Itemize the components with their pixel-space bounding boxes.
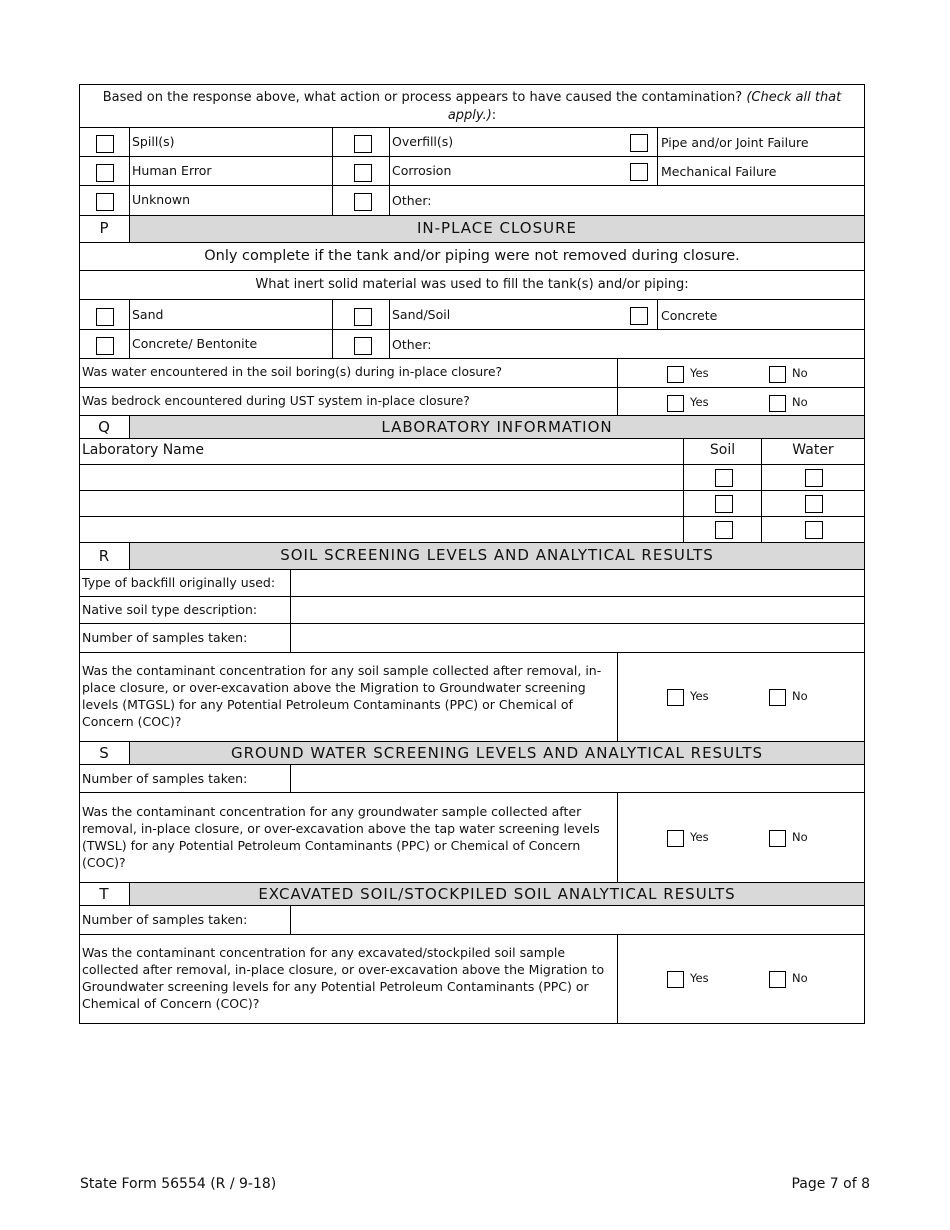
page-number: Page 7 of 8 (791, 1176, 870, 1192)
pipe-joint-failure-checkbox[interactable] (630, 134, 648, 152)
native-soil-label: Native soil type description: (82, 602, 258, 617)
unknown-checkbox[interactable] (96, 193, 114, 211)
unknown-label: Unknown (132, 192, 191, 207)
backfill-input[interactable] (291, 570, 864, 596)
other-cause-checkbox[interactable] (354, 193, 372, 211)
groundwater-contaminant-yes-checkbox[interactable] (667, 830, 684, 847)
native-soil-input[interactable] (291, 597, 864, 623)
groundwater-contaminant-no-label: No (792, 830, 808, 844)
water-no-checkbox[interactable] (769, 366, 786, 383)
stockpile-samples-label: Number of samples taken: (82, 912, 248, 927)
lab-1-water-checkbox[interactable] (805, 469, 823, 487)
section-p-title: IN-PLACE CLOSURE (416, 219, 578, 237)
stockpile-samples-input[interactable] (291, 906, 864, 934)
section-r-letter: R (98, 547, 110, 565)
contamination-question-note: (Check all that apply.) (447, 90, 842, 123)
spill-checkbox[interactable] (96, 135, 114, 153)
section-r-title: SOIL SCREENING LEVELS AND ANALYTICAL RESULTS (280, 546, 714, 564)
lab-water-header: Water (792, 442, 834, 458)
overfill-checkbox[interactable] (354, 135, 372, 153)
water-yes-checkbox[interactable] (667, 366, 684, 383)
bedrock-yes-checkbox[interactable] (667, 395, 684, 412)
stockpile-contaminant-no-checkbox[interactable] (769, 971, 786, 988)
lab-name-input-1[interactable] (80, 465, 682, 490)
contamination-question (86, 89, 858, 125)
other-fill-checkbox[interactable] (354, 337, 372, 355)
soil-samples-label: Number of samples taken: (82, 630, 248, 645)
section-p-letter: P (99, 219, 109, 237)
concrete-label: Concrete (661, 308, 718, 323)
stockpile-contaminant-no-label: No (792, 971, 808, 985)
groundwater-samples-input[interactable] (291, 765, 864, 792)
mechanical-failure-checkbox[interactable] (630, 163, 648, 181)
lab-3-water-checkbox[interactable] (805, 521, 823, 539)
stockpile-contaminant-yes-checkbox[interactable] (667, 971, 684, 988)
concrete-bentonite-label: Concrete/ Bentonite (132, 336, 258, 351)
section-s-title: GROUND WATER SCREENING LEVELS AND ANALYTICAL RESULTS (230, 744, 764, 762)
lab-1-soil-checkbox[interactable] (715, 469, 733, 487)
backfill-label: Type of backfill originally used: (82, 575, 276, 590)
corrosion-label: Corrosion (392, 163, 452, 178)
corrosion-checkbox[interactable] (354, 164, 372, 182)
lab-3-soil-checkbox[interactable] (715, 521, 733, 539)
other-cause-input[interactable] (436, 188, 860, 212)
lab-2-soil-checkbox[interactable] (715, 495, 733, 513)
soil-contaminant-yes-checkbox[interactable] (667, 689, 684, 706)
fill-material-question: What inert solid material was used to fill the tank(s) and/or piping: (255, 277, 689, 292)
other-cause-label: Other: (392, 193, 432, 208)
sand-label: Sand (132, 307, 164, 322)
stockpile-contaminant-yes-label: Yes (690, 971, 709, 985)
pipe-joint-failure-label: Pipe and/or Joint Failure (661, 135, 809, 150)
mechanical-failure-label: Mechanical Failure (661, 164, 777, 179)
other-fill-label: Other: (392, 337, 432, 352)
section-q-letter: Q (98, 418, 110, 436)
groundwater-contaminant-no-checkbox[interactable] (769, 830, 786, 847)
sand-soil-checkbox[interactable] (354, 308, 372, 326)
form-id: State Form 56554 (R / 9-18) (80, 1176, 277, 1192)
bedrock-yes-label: Yes (690, 395, 709, 409)
section-q-title: LABORATORY INFORMATION (381, 418, 613, 436)
lab-soil-header: Soil (709, 442, 736, 458)
groundwater-contaminant-yes-label: Yes (690, 830, 709, 844)
stockpile-contaminant-question: Was the contaminant concentration for any excavated/stockpiled soil sample collected after removal, in-place closure, or over-excavation above the Migration to Groundwater screening levels for any Potential Petroleum Contaminants (PPC) or Chemical of Concern (COC)? (82, 945, 605, 1011)
water-encountered-question: Was water encountered in the soil boring(s) during in-place closure? (82, 365, 503, 379)
section-t-letter: T (99, 885, 109, 903)
lab-2-water-checkbox[interactable] (805, 495, 823, 513)
soil-contaminant-question: Was the contaminant concentration for any soil sample collected after removal, in-place closure, or over-excavation above the Migration to Groundwater screening levels (MTGSL) for any Potential Petroleum Contaminants (PPC) or Chemical of Concern (COC)? (82, 663, 602, 729)
lab-name-header: Laboratory Name (82, 442, 205, 458)
lab-name-input-3[interactable] (80, 517, 682, 542)
concrete-bentonite-checkbox[interactable] (96, 337, 114, 355)
bedrock-no-checkbox[interactable] (769, 395, 786, 412)
spill-label: Spill(s) (132, 134, 175, 149)
water-no-label: No (792, 366, 808, 380)
human-error-checkbox[interactable] (96, 164, 114, 182)
section-s-letter: S (99, 744, 109, 762)
concrete-checkbox[interactable] (630, 307, 648, 325)
groundwater-contaminant-question: Was the contaminant concentration for any groundwater sample collected after removal, in-place closure, or over-excavation above the tap water screening levels (TWSL) for any Potential Petroleum Contaminants (PPC) or Chemical of Concern (COC)? (82, 804, 600, 870)
groundwater-samples-label: Number of samples taken: (82, 771, 248, 786)
soil-samples-input[interactable] (291, 624, 864, 652)
other-fill-input[interactable] (436, 332, 860, 356)
contamination-question-text: Based on the response above, what action or process appears to have caused the contamination? (102, 90, 743, 105)
contamination-question-suffix: : (491, 108, 497, 123)
overfill-label: Overfill(s) (392, 134, 454, 149)
lab-name-input-2[interactable] (80, 491, 682, 516)
soil-contaminant-no-checkbox[interactable] (769, 689, 786, 706)
human-error-label: Human Error (132, 163, 212, 178)
in-place-instruction: Only complete if the tank and/or piping were not removed during closure. (204, 248, 740, 264)
section-t-title: EXCAVATED SOIL/STOCKPILED SOIL ANALYTICAL RESULTS (258, 885, 736, 903)
sand-checkbox[interactable] (96, 308, 114, 326)
sand-soil-label: Sand/Soil (392, 307, 451, 322)
soil-contaminant-yes-label: Yes (690, 689, 709, 703)
bedrock-no-label: No (792, 395, 808, 409)
soil-contaminant-no-label: No (792, 689, 808, 703)
water-yes-label: Yes (690, 366, 709, 380)
bedrock-question: Was bedrock encountered during UST system in-place closure? (82, 394, 470, 408)
